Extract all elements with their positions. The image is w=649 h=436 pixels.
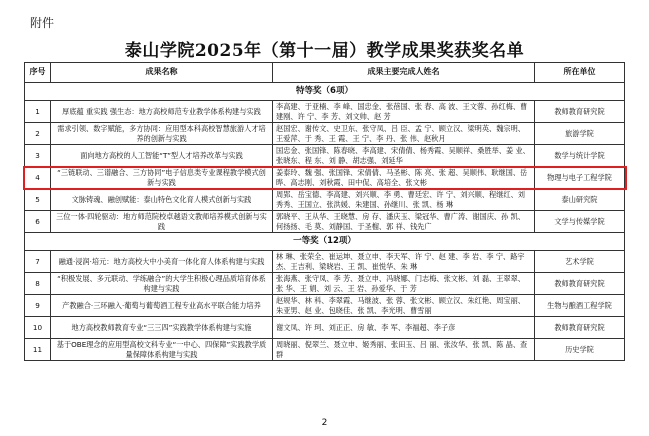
table-row (25, 123, 625, 145)
table-row (25, 317, 625, 339)
cell-achievement-name: 厚底蕴 重实践 强生态：地方高校师范专业教学体系构建与实践 (51, 101, 273, 123)
cell-people: 国忠金、张国锋、陈春晓、李高建、宋倩倩、杨秀霞、吴顺祥、桑胜举、姜 业、张晓东、程 东、刘 静、胡志强、刘延华 (273, 145, 535, 167)
cell-achievement-name: 基于OBE理念的应用型高校文科专业“一中心、四保障”实践教学质量保障体系构建与实践 (51, 339, 273, 361)
cell-achievement-name: 需求引领、数字赋能，多方协同：应用型本科高校智慧旅游人才培养的创新与实践 (51, 123, 273, 145)
cell-achievement-name: 三位一体·四轮驱动：地方师范院校卓越语文教师培养模式创新与实践 (51, 211, 273, 233)
table-row (25, 273, 625, 295)
cell-number: 10 (25, 317, 51, 339)
cell-unit: 教师教育研究院 (535, 273, 625, 295)
header-number: 序号 (25, 63, 51, 83)
cell-unit: 教师教育研究院 (535, 101, 625, 123)
cell-unit: 教师教育研究院 (535, 317, 625, 339)
award-table (24, 62, 625, 361)
cell-unit: 生物与酿酒工程学院 (535, 295, 625, 317)
cell-people: 郭晓平、王从华、王晓慧、房 存、潘庆玉、梁冠华、曹广涛、谢国庆、孙 凯、何扬扬、毛 莫、刘静国、于圣榴、郭 祥、钱先广 (273, 211, 535, 233)
section-heading: 特等奖（6项） (25, 83, 625, 101)
cell-number: 1 (25, 101, 51, 123)
cell-number: 11 (25, 339, 51, 361)
page-number: 2 (321, 418, 328, 428)
cell-people: 周郢、岳宝德、李高建、刘兴顺、李 勇、曹廷宏、许 宁、刘兴顺、程继红、刘秀秀、王国立、张洪媛、朱建国、孙继川、张 凯、杨 琳 (273, 189, 535, 211)
table-row (25, 145, 625, 167)
cell-people: 姜泰玲、魏 强、张国锋、宋倩倩、马圣彬、陈 亮、张 超、吴顺伟、耿继国、岳 晔、高志刚、刘秋霞、田中侃、高培全、张文彬 (273, 167, 535, 189)
cell-achievement-name: 产教融合·三环融入·葡萄与葡萄酒工程专业高水平联合能力培养 (51, 295, 273, 317)
cell-number: 3 (25, 145, 51, 167)
table-row (25, 101, 625, 123)
cell-achievement-name: 文脉铸魂、融创赋能：泰山特色文化育人模式创新与实践 (51, 189, 273, 211)
cell-people: 赵国宏、谢传文、史卫东、张守凤、吕 臣、孟 宁、顾立汉、梁明英、魏宗明、王爱萍、于 秀、王 霞、王 宁、李 丹、张 伟、赵秋月 (273, 123, 535, 145)
cell-number: 4 (25, 167, 51, 189)
cell-number: 9 (25, 295, 51, 317)
cell-unit: 历史学院 (535, 339, 625, 361)
cell-achievement-name: 融通·浸润·培元：地方高校大中小美育一体化育人体系构建与实践 (51, 251, 273, 273)
cell-people: 赵规华、林 科、李翠霞、马继波、张 蓉、张文彬、顾立汉、朱红艳、周宝丽、朱亚男、赵 业、包晓佳、张 凯、李光明、曹雪丽 (273, 295, 535, 317)
cell-people: 周晓丽、倪翠兰、聂立申、姬秀丽、张田玉、吕 丽、张汝华、张 凯、陈 晶、查 群 (273, 339, 535, 361)
section-heading-row (25, 83, 625, 101)
cell-number: 5 (25, 189, 51, 211)
cell-people: 张海燕、张守凤、李 芳、聂立申、冯晓娜、门志梅、张文彬、刘 磊、王翠翠、张 华、王 娟、刘 云、王 岩、孙爱华、于 芳 (273, 273, 535, 295)
table-row (25, 295, 625, 317)
cell-number: 6 (25, 211, 51, 233)
section-heading: 一等奖（12项） (25, 233, 625, 251)
table-row (25, 251, 625, 273)
cell-achievement-name: 面向地方高校的人工智能“T”型人才培养改革与实践 (51, 145, 273, 167)
cell-achievement-name: 地方高校教师教育专业“三三四”实践教学体系构建与实施 (51, 317, 273, 339)
cell-achievement-name: “三链联动、三谱融合、三方协同”电子信息类专业课程教学模式创新与实践 (51, 167, 273, 189)
cell-unit: 物理与电子工程学院 (535, 167, 625, 189)
header-unit: 所在单位 (535, 63, 625, 83)
cell-number: 8 (25, 273, 51, 295)
cell-people: 林 琳、张荣全、崔运坤、聂立申、李天军、许 宁、赵 建、李 岩、李 宁、路宇杰、王吉利、梁晓岩、王 凯、崔悦华、朱 琳 (273, 251, 535, 273)
cell-unit: 数学与统计学院 (535, 145, 625, 167)
table-row (25, 339, 625, 361)
table-row (25, 211, 625, 233)
cell-achievement-name: “积极发展、多元联动、学练融合”的大学生积极心理品质培育体系构建与实践 (51, 273, 273, 295)
document-title: 泰山学院2025年（第十一届）教学成果奖获奖名单 (124, 41, 525, 61)
cell-people: 谢文凤、许 珂、刘正正、房 敏、李 军、李福超、李子彦 (273, 317, 535, 339)
cell-people: 李高建、于亚楠、李 峰、国忠金、张蓓国、张 春、高 波、王文蓉、孙红梅、曹建刚、许 宁、李 芳、刘文帅、赵 芳 (273, 101, 535, 123)
cell-number: 7 (25, 251, 51, 273)
table-row (25, 167, 625, 189)
section-heading-row (25, 233, 625, 251)
attachment-label: 附件 (30, 16, 55, 30)
cell-unit: 文学与传媒学院 (535, 211, 625, 233)
cell-unit: 旅游学院 (535, 123, 625, 145)
header-achievement-name: 成果名称 (51, 63, 273, 83)
header-people: 成果主要完成人姓名 (273, 63, 535, 83)
cell-number: 2 (25, 123, 51, 145)
table-header-row (25, 63, 625, 83)
cell-unit: 艺术学院 (535, 251, 625, 273)
cell-unit: 泰山研究院 (535, 189, 625, 211)
table-row (25, 189, 625, 211)
